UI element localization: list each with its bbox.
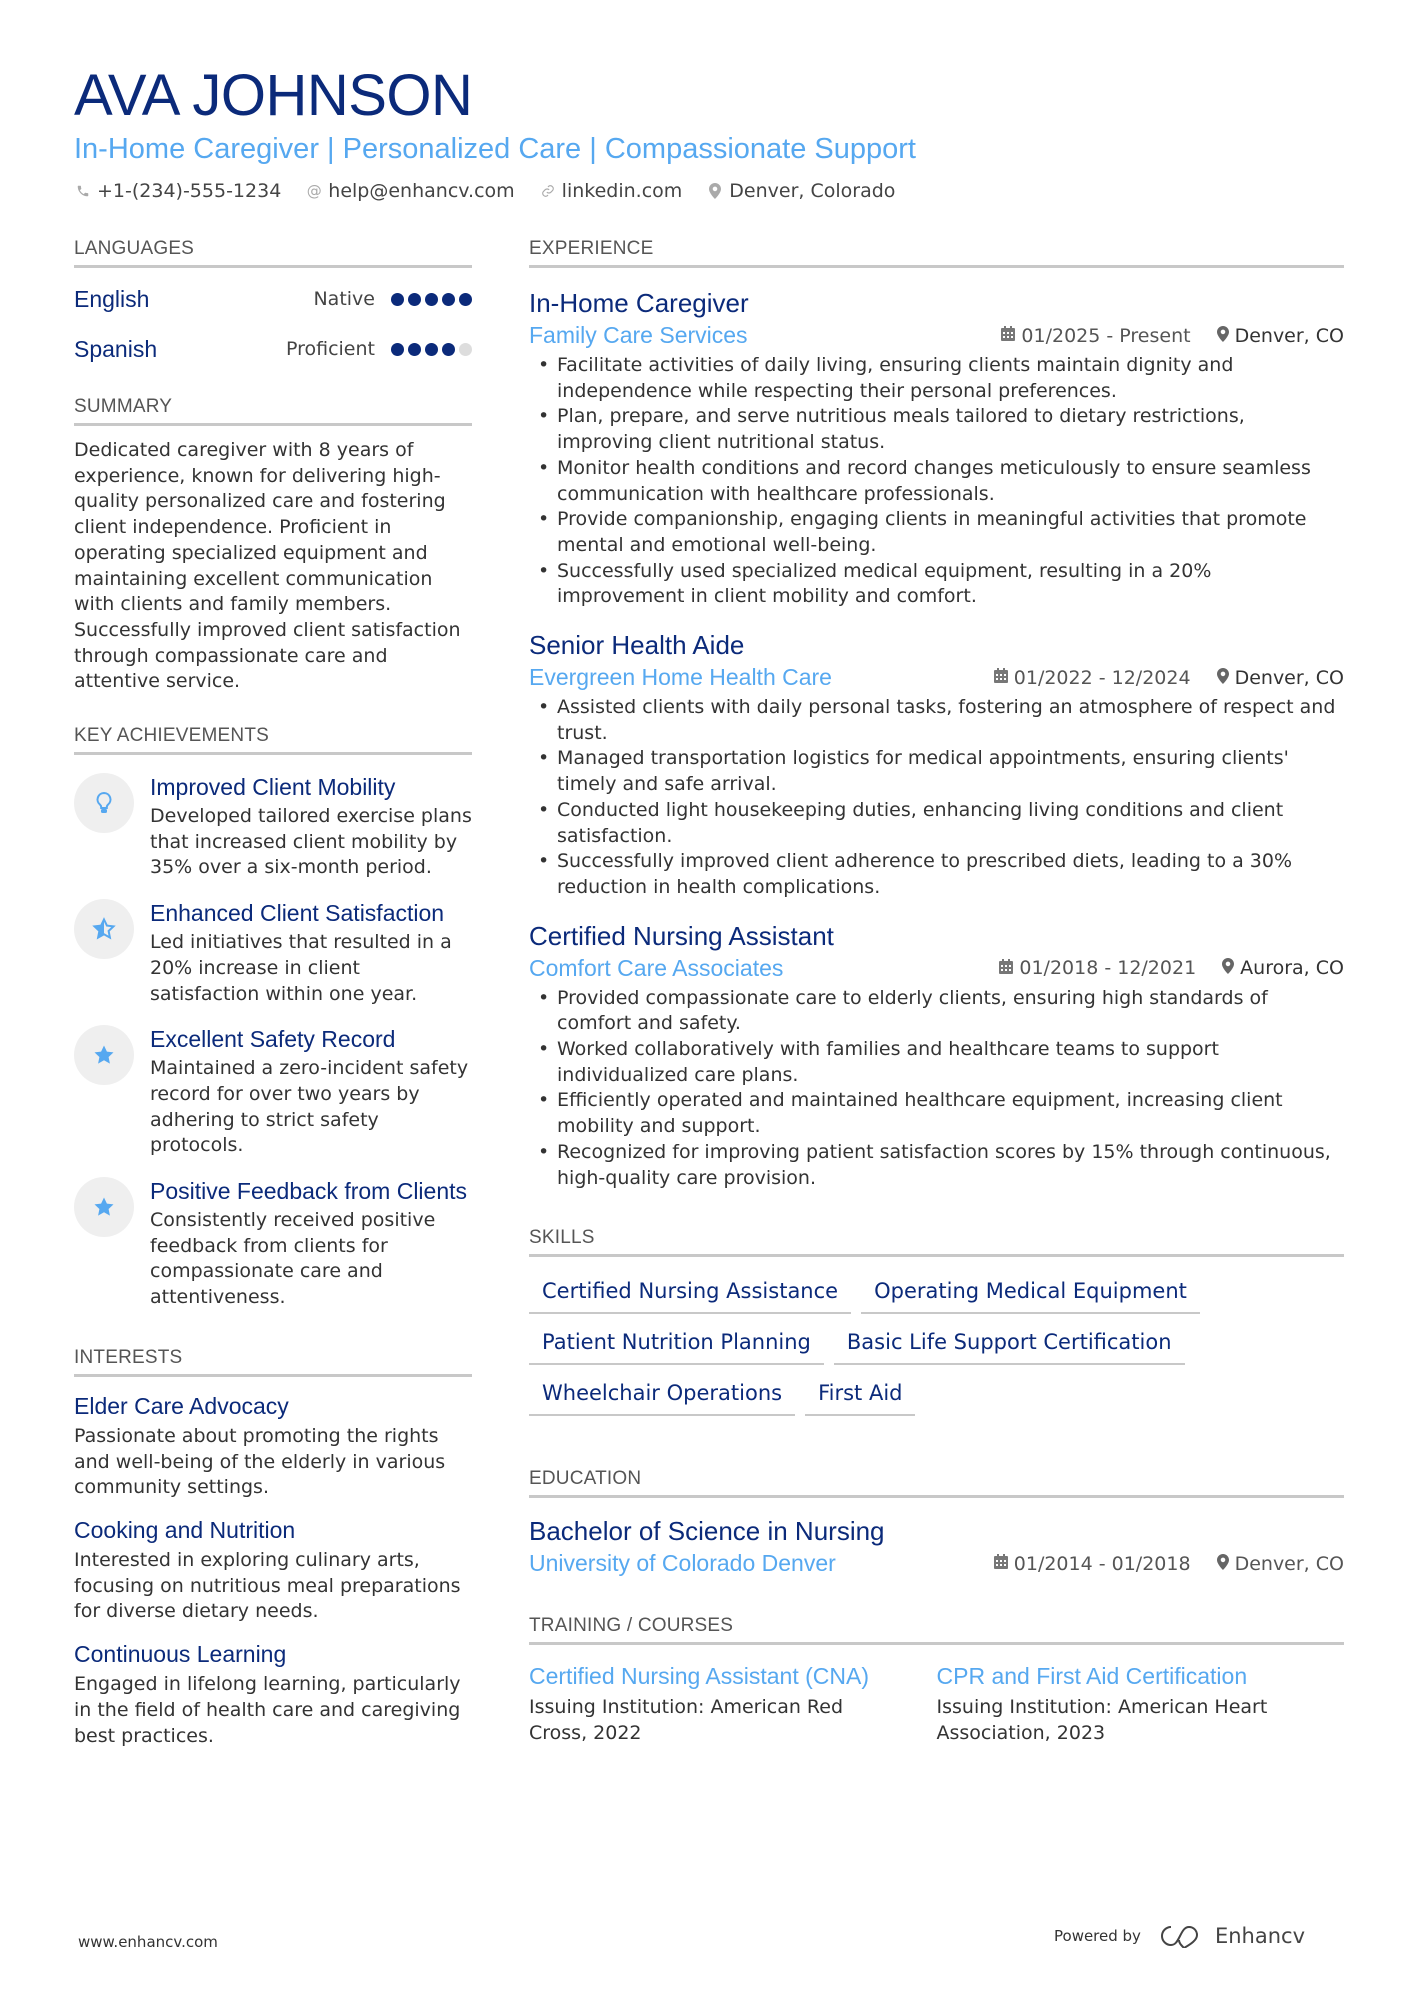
training-desc: Issuing Institution: American Heart Association, 2023 <box>936 1696 1268 1744</box>
left-column <box>74 238 472 1749</box>
brand-name: Enhancv <box>1214 1924 1305 1948</box>
skill-tag: Certified Nursing Assistance <box>529 1271 851 1314</box>
location-pin-icon <box>706 183 724 199</box>
job-bullets <box>529 353 1344 610</box>
interest-title: Cooking and Nutrition <box>74 1516 296 1543</box>
interest-item <box>74 1639 472 1749</box>
half-star-icon <box>74 899 134 959</box>
dot-filled <box>391 343 404 356</box>
job-date-text: 01/2025 - Present <box>1021 324 1191 347</box>
skill-tag: Basic Life Support Certification <box>834 1322 1185 1365</box>
bullet-item: • Efficiently operated and maintained healthcare equipment, increasing client mobility and support. <box>529 1088 1344 1139</box>
calendar-icon <box>999 959 1013 978</box>
training-desc: Issuing Institution: American Red Cross, 2022 <box>529 1696 844 1744</box>
interest-title: Elder Care Advocacy <box>74 1392 289 1419</box>
star-icon <box>74 1025 134 1085</box>
job-company: Family Care Services <box>529 322 748 348</box>
training-list <box>529 1661 1344 1746</box>
achievement-item <box>74 1025 472 1159</box>
school-name: University of Colorado Denver <box>529 1550 836 1577</box>
achievement-title: Improved Client Mobility <box>150 774 396 801</box>
job-date <box>999 957 1196 979</box>
job-location <box>1217 667 1344 689</box>
footer-website[interactable]: www.enhancv.com <box>78 1933 218 1951</box>
dot-empty <box>459 343 472 356</box>
contact-linkedin[interactable] <box>539 180 683 202</box>
interest-desc: Engaged in lifelong learning, particularly in the field of health care and caregiving best practices. <box>74 1673 461 1747</box>
bullet-item: • Assisted clients with daily personal tasks, fostering an atmosphere of respect and trust. <box>529 695 1344 746</box>
experience-section <box>529 238 1344 1191</box>
bullet-item: • Plan, prepare, and serve nutritious meals tailored to dietary restrictions, improving client nutritional status. <box>529 404 1344 455</box>
lightbulb-icon <box>74 773 134 833</box>
enhancv-logo-icon <box>1159 1924 1205 1948</box>
bullet-item: • Managed transportation logistics for medical appointments, ensuring clients' timely and safe arrival. <box>529 746 1344 797</box>
phone-text: +1-(234)-555-1234 <box>97 180 282 202</box>
job-date-text: 01/2022 - 12/2024 <box>1013 666 1191 689</box>
job-location-text: Denver, CO <box>1234 666 1344 689</box>
job-location-text: Denver, CO <box>1234 324 1344 347</box>
achievement-title: Positive Feedback from Clients <box>150 1178 468 1205</box>
job-location <box>1217 325 1344 347</box>
job-meta <box>529 955 1344 982</box>
job-entry <box>529 628 1344 901</box>
contact-email[interactable] <box>305 180 514 202</box>
job-entry <box>529 286 1344 610</box>
language-item <box>74 324 472 374</box>
education-date-text: 01/2014 - 01/2018 <box>1013 1552 1191 1575</box>
calendar-icon <box>994 668 1008 687</box>
enhancv-logo[interactable] <box>1159 1924 1305 1948</box>
achievements-section <box>74 725 472 1311</box>
dot-filled <box>391 293 404 306</box>
dot-filled <box>408 343 421 356</box>
contact-bar <box>74 180 1344 202</box>
training-title: Certified Nursing Assistant (CNA) <box>529 1663 869 1690</box>
job-company: Comfort Care Associates <box>529 954 784 981</box>
location-pin-icon <box>1217 326 1229 346</box>
job-title: Senior Health Aide <box>529 630 745 661</box>
job-company: Evergreen Home Health Care <box>529 664 832 691</box>
dot-filled <box>442 343 455 356</box>
education-location-text: Denver, CO <box>1234 1552 1344 1575</box>
skill-tag: Wheelchair Operations <box>529 1373 795 1416</box>
languages-heading: LANGUAGES <box>74 238 472 268</box>
education-date <box>994 1553 1191 1575</box>
skills-section <box>529 1227 1344 1416</box>
bullet-item: • Conducted light housekeeping duties, enhancing living conditions and client satisfaction. <box>529 798 1344 849</box>
training-title: CPR and First Aid Certification <box>936 1663 1248 1690</box>
skills-heading: SKILLS <box>529 1227 1344 1257</box>
bullet-item: • Recognized for improving patient satisfaction scores by 15% through continuous, high-quality care provision. <box>529 1140 1344 1191</box>
at-icon: @ <box>306 182 322 200</box>
candidate-headline: In-Home Caregiver | Personalized Care | Compassionate Support <box>74 133 916 165</box>
job-location <box>1222 957 1344 979</box>
footer-branding <box>1054 1924 1305 1948</box>
linkedin-text: linkedin.com <box>561 180 683 202</box>
bullet-item: • Successfully improved client adherence to prescribed diets, leading to a 30% reduction in health complications. <box>529 849 1344 900</box>
location-text: Denver, Colorado <box>729 180 896 202</box>
interest-desc: Interested in exploring culinary arts, focusing on nutritious meal preparations for diverse dietary needs. <box>74 1548 461 1623</box>
interest-item <box>74 1515 472 1625</box>
skills-list <box>529 1271 1344 1416</box>
job-entry <box>529 919 1344 1192</box>
candidate-name: AVA JOHNSON <box>74 63 473 128</box>
proficiency-dots <box>391 293 472 306</box>
job-meta <box>529 664 1344 691</box>
bullet-item: • Monitor health conditions and record changes meticulously to ensure seamless communication with healthcare professionals. <box>529 456 1344 507</box>
dot-filled <box>425 293 438 306</box>
location-pin-icon <box>1222 958 1234 978</box>
education-heading: EDUCATION <box>529 1468 1344 1498</box>
skill-tag: Operating Medical Equipment <box>861 1271 1200 1314</box>
language-name: English <box>74 285 150 312</box>
job-bullets <box>529 986 1344 1192</box>
job-date <box>994 667 1191 689</box>
achievement-title: Excellent Safety Record <box>150 1026 396 1053</box>
bullet-item: • Provide companionship, engaging clients in meaningful activities that promote mental and emotional well-being. <box>529 507 1344 558</box>
languages-section <box>74 238 472 374</box>
job-title: In-Home Caregiver <box>529 288 749 318</box>
achievement-title: Enhanced Client Satisfaction <box>150 900 445 927</box>
job-bullets <box>529 695 1344 901</box>
interests-heading: INTERESTS <box>74 1347 472 1377</box>
powered-by-label: Powered by <box>1054 1927 1141 1945</box>
email-text: help@enhancv.com <box>328 180 515 202</box>
interest-desc: Passionate about promoting the rights and well-being of the elderly in various community settings. <box>74 1424 446 1499</box>
achievement-desc: Developed tailored exercise plans that increased client mobility by 35% over a six-month period. <box>150 805 472 879</box>
summary-text: Dedicated caregiver with 8 years of experience, known for delivering high-quality personalized care and fostering client independence. Proficient in operating specialized equipment and maintaining excellent communication with clients and family members. Successfully improved client satisfaction through compassionate care and attentive service. <box>74 439 461 693</box>
education-meta <box>529 1550 1344 1577</box>
achievement-desc: Maintained a zero-incident safety record for over two years by adhering to strict safety protocols. <box>150 1057 469 1157</box>
job-meta <box>529 322 1344 349</box>
interests-section <box>74 1347 472 1749</box>
star-icon <box>74 1177 134 1237</box>
education-section <box>529 1468 1344 1577</box>
training-heading: TRAINING / COURSES <box>529 1615 1344 1645</box>
contact-phone[interactable] <box>74 180 281 202</box>
link-icon <box>539 184 557 198</box>
location-pin-icon <box>1217 1554 1229 1574</box>
proficiency-dots <box>391 343 472 356</box>
skill-tag: First Aid <box>805 1373 915 1416</box>
achievement-item <box>74 1177 472 1311</box>
achievement-desc: Led initiatives that resulted in a 20% increase in client satisfaction within one year. <box>150 931 452 1005</box>
language-level: Proficient <box>285 338 375 360</box>
achievement-item <box>74 899 472 1007</box>
achievement-desc: Consistently received positive feedback from clients for compassionate care and attentiveness. <box>150 1209 436 1309</box>
skill-tag: Patient Nutrition Planning <box>529 1322 824 1365</box>
bullet-item: • Facilitate activities of daily living, ensuring clients maintain dignity and independence while respecting their personal preferences. <box>529 353 1344 404</box>
training-item <box>937 1661 1345 1746</box>
phone-icon <box>74 184 92 198</box>
resume-header <box>74 62 1344 202</box>
experience-heading: EXPERIENCE <box>529 238 1344 268</box>
job-location-text: Aurora, CO <box>1240 957 1344 980</box>
dot-filled <box>408 293 421 306</box>
right-column <box>529 238 1344 1747</box>
bullet-item: • Worked collaboratively with families and healthcare teams to support individualized care plans. <box>529 1037 1344 1088</box>
achievements-heading: KEY ACHIEVEMENTS <box>74 725 472 755</box>
language-name: Spanish <box>74 335 158 362</box>
degree-title: Bachelor of Science in Nursing <box>529 1516 885 1547</box>
achievement-item <box>74 773 472 881</box>
language-level: Native <box>313 288 375 310</box>
contact-location <box>706 180 895 202</box>
job-title: Certified Nursing Assistant <box>529 920 834 951</box>
dot-filled <box>425 343 438 356</box>
training-item <box>529 1661 937 1746</box>
job-date-text: 01/2018 - 12/2021 <box>1019 957 1197 980</box>
language-item <box>74 274 472 324</box>
bullet-item: • Successfully used specialized medical equipment, resulting in a 20% improvement in client mobility and comfort. <box>529 559 1344 610</box>
interest-title: Continuous Learning <box>74 1641 287 1668</box>
bullet-item: • Provided compassionate care to elderly clients, ensuring high standards of comfort and safety. <box>529 986 1344 1037</box>
summary-section <box>74 396 472 695</box>
calendar-icon <box>994 1554 1008 1573</box>
interest-item <box>74 1391 472 1501</box>
training-section <box>529 1615 1344 1746</box>
dot-filled <box>459 293 472 306</box>
summary-heading: SUMMARY <box>74 396 472 426</box>
location-pin-icon <box>1217 668 1229 688</box>
calendar-icon <box>1001 326 1015 345</box>
job-date <box>1001 325 1190 347</box>
education-location <box>1217 1553 1344 1575</box>
dot-filled <box>442 293 455 306</box>
